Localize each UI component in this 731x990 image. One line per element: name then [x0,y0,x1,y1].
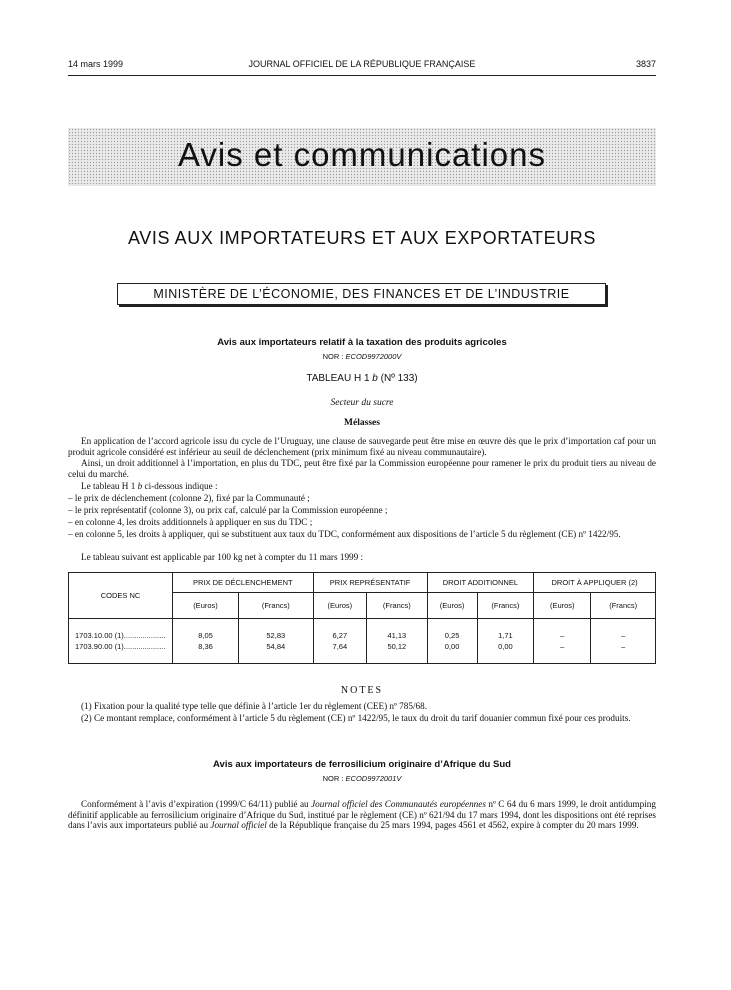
group-header: DROIT À APPLIQUER (2) [534,573,656,593]
tableau-pre: TABLEAU H 1 [306,373,373,384]
list-item: – le prix de déclenchement (colonne 2), fixé par la Communauté ; [68,493,310,503]
notice2-paragraph [68,799,656,831]
p3-pre: Le tableau H 1 [81,481,138,491]
note-2: (2) Ce montant remplace, conformément à l’article 5 du règlement (CE) nº 1422/95, le taux du droit du tarif douanier commun fixé pour ces produits. [81,713,631,723]
unit-header: (Francs) [238,593,313,619]
value: – [560,631,565,640]
value: – [621,631,626,640]
nor-prefix: NOR : [322,774,344,783]
value: – [621,642,626,651]
paragraph-3 [68,481,656,492]
value: 0,00 [444,642,460,651]
unit-header: (Francs) [591,593,656,619]
paragraph-1: En application de l’accord agricole issu du cycle de l’Uruguay, une clause de sauvegarde peut être mise en œuvre dès que le prix d’importation caf pour un produit agricole considéré est inférieur au seuil de déclenchement (prix minimum fixé au niveau communautaire). [68,436,656,457]
text-run: Conformément à l’avis d’expiration (1999/C 64/11) publié au [81,799,312,809]
p3-post: ci-dessous indique : [142,481,218,491]
notice2-title: Avis aux importateurs de ferrosilicium originaire d’Afrique du Sud [213,759,511,770]
value: 54,84 [266,642,286,651]
value: 0,25 [444,631,460,640]
unit-header: (Francs) [477,593,534,619]
notice2-nor [68,774,656,783]
section-title: AVIS AUX IMPORTATEURS ET AUX EXPORTATEURS [127,228,597,248]
nor-code: ECOD9972000V [345,352,402,361]
value: 0,00 [498,642,513,651]
value-cell [367,619,427,664]
value: 41,13 [387,631,407,640]
table-row [69,619,656,664]
code-value: 1703.10.00 (1).................... [75,631,166,640]
tableau-post: (Nº 133) [377,373,418,384]
value-cell [173,619,239,664]
unit-header: (Euros) [534,593,591,619]
code-value: 1703.90.00 (1).................... [75,642,166,651]
list-item: – en colonne 4, les droits additionnels à appliquer en sus du TDC ; [68,517,313,527]
header-rule [68,75,656,76]
value-cell [427,619,477,664]
unit-header: (Euros) [427,593,477,619]
paragraph-2: Ainsi, un droit additionnel à l’importation, en plus du TDC, peut être fixé par la Commission européenne pour ramener le prix du produit tiers au niveau de celui du marché. [68,458,656,479]
value: 52,83 [266,631,286,640]
value: 6,27 [332,631,348,640]
banner-title: Avis et communications [177,136,547,173]
codes-header: CODES NC [69,573,173,619]
notice1-title: Avis aux importateurs relatif à la taxation des produits agricoles [217,337,507,348]
value: 8,05 [198,631,213,640]
unit-header: (Francs) [367,593,427,619]
value: 7,64 [332,642,348,651]
nor-code: ECOD9972001V [345,774,402,783]
value: 1,71 [498,631,513,640]
text-run: nº C 64 du 6 mars 1999, le droit antidumping définitif applicable au ferrosilicium originaire d’Afrique du Sud, institué par le règlement (CE) nº 621/94 du 17 mars 1994, dont les dispositions ont été reprises dans l’avis aux importateurs publié au [68,799,656,830]
group-header: DROIT ADDITIONNEL [427,573,534,593]
value-cell [238,619,313,664]
p3-letter: b [137,481,143,491]
tableau-letter: b [372,373,378,384]
unit-header: (Euros) [313,593,367,619]
text-run-italic: Journal officiel [210,820,267,830]
group-header: PRIX REPRÉSENTATIF [313,573,427,593]
value-cell [477,619,534,664]
notice1-nor [68,352,656,361]
nor-prefix: NOR : [322,352,344,361]
value: 8,36 [198,642,213,651]
value-cell [591,619,656,664]
sector-title: Secteur du sucre [330,398,394,408]
ministry-box: MINISTÈRE DE L’ÉCONOMIE, DES FINANCES ET DE L’INDUSTRIE [117,283,606,305]
notes-title: NOTES [340,685,384,696]
code-cell [69,619,173,664]
tariff-table [68,572,656,664]
header-journal: JOURNAL OFFICIEL DE LA RÉPUBLIQUE FRANÇAISE [248,59,476,69]
unit-header: (Euros) [173,593,239,619]
header-date: 14 mars 1999 [68,59,124,69]
list-item: – en colonne 5, les droits à appliquer, qui se substituent aux taux du TDC, conformément aux dispositions de l’article 5 du règlement (CE) nº 1422/95. [68,529,621,539]
group-header: PRIX DE DÉCLENCHEMENT [173,573,314,593]
header-page-number: 3837 [635,59,656,69]
value-cell [534,619,591,664]
text-run-italic: Journal officiel des Communautés européennes [311,799,486,809]
value: – [560,642,565,651]
tableau-title [68,373,656,384]
value: 50,12 [387,642,407,651]
text-run: de la République française du 25 mars 1994, pages 4561 et 4562, expire à compter du 20 mars 1999. [266,820,639,830]
list-item: – le prix représentatif (colonne 3), ou prix caf, calculé par la Commission européenne ; [68,505,388,515]
value-cell [313,619,367,664]
paragraph-4: Le tableau suivant est applicable par 100 kg net à compter du 11 mars 1999 : [81,552,364,562]
note-1: (1) Fixation pour la qualité type telle que définie à l’article 1er du règlement (CEE) nº 785/68. [81,701,427,711]
subtitle-melasses: Mélasses [344,418,380,428]
